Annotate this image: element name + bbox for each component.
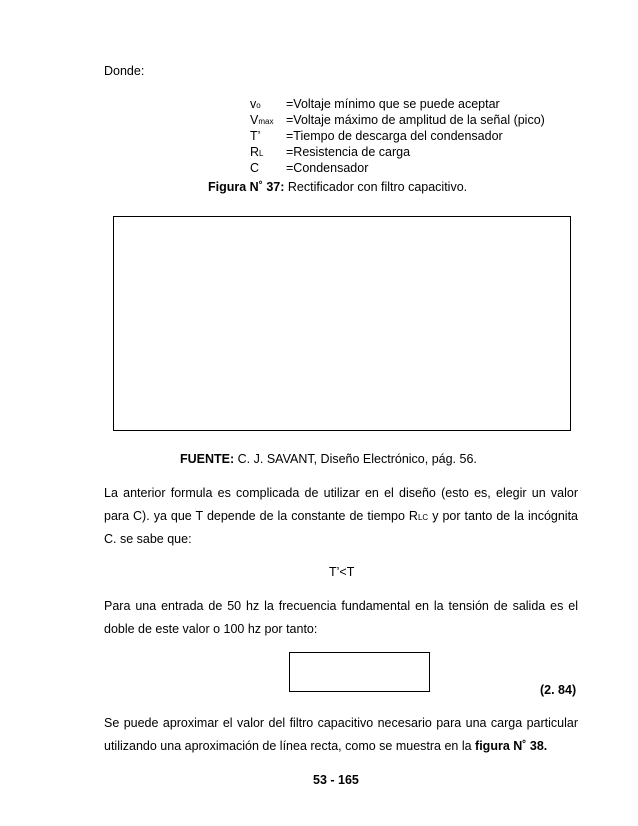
paragraph-line: Se puede aproximar el valor del filtro capacitivo necesario para una carga particular	[104, 716, 578, 730]
page-number: 53 - 165	[313, 773, 359, 787]
figure-title: Rectificador con filtro capacitivo.	[287, 180, 468, 194]
definition-text: =Resistencia de carga	[286, 145, 411, 159]
relation-formula: T’<T	[329, 565, 355, 579]
definition-text: =Voltaje mínimo que se puede aceptar	[286, 97, 500, 111]
figure-source	[180, 452, 477, 466]
definition-row: T’ =Tiempo de descarga del condensador	[250, 129, 503, 143]
definition-row: C =Condensador	[250, 161, 369, 175]
source-label: FUENTE:	[180, 452, 235, 466]
equation-number: (2. 84)	[540, 683, 577, 697]
paragraph-line: doble de este valor o 100 hz por tanto:	[104, 622, 318, 636]
paragraph-line: La anterior formula es complicada de utilizar en el diseño (esto es, elegir un valor	[104, 486, 578, 500]
definition-row: vo =Voltaje mínimo que se puede aceptar	[250, 97, 500, 111]
figure-label: Figura N˚ 37:	[208, 180, 285, 194]
paragraph-line: para C). ya que T depende de la constante de tiempo RLC y por tanto de la incógnita	[104, 509, 579, 523]
figure-reference: figura N˚ 38.	[475, 739, 548, 753]
donde-label: Donde:	[104, 64, 145, 78]
figure-caption	[208, 180, 467, 194]
equation-placeholder-box	[289, 652, 430, 692]
source-text: C. J. SAVANT, Diseño Electrónico, pág. 56.	[237, 452, 477, 466]
definition-row: Vmax =Voltaje máximo de amplitud de la señal (pico)	[250, 113, 545, 127]
definition-text: =Voltaje máximo de amplitud de la señal (pico)	[286, 113, 545, 127]
definition-text: =Tiempo de descarga del condensador	[286, 129, 503, 143]
definition-text: =Condensador	[286, 161, 369, 175]
paragraph-line: Para una entrada de 50 hz la frecuencia fundamental en la tensión de salida es el	[104, 599, 578, 613]
variable-definitions	[250, 97, 545, 177]
paragraph-line: utilizando una aproximación de línea recta, como se muestra en la figura N˚ 38.	[104, 739, 548, 753]
figure-placeholder-box	[113, 216, 571, 431]
paragraph-line: C. se sabe que:	[104, 532, 192, 546]
definition-row: RL =Resistencia de carga	[250, 145, 411, 159]
